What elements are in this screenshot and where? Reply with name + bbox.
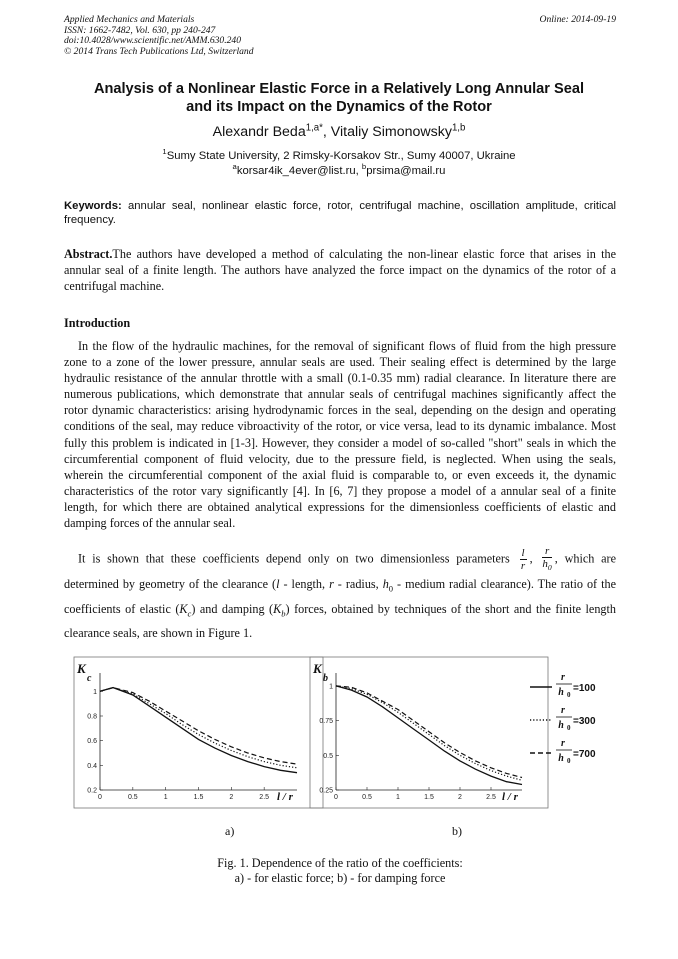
chart-a-x-tick-label: 2 [229, 794, 234, 801]
affil-sup: 1 [162, 147, 167, 157]
var-r: r [329, 577, 334, 592]
chart-b-x-tick-label: 1 [396, 794, 400, 801]
frac-num: r [542, 545, 551, 558]
frac-num: l [521, 547, 525, 560]
chart-b-y-tick-label: 0.75 [319, 718, 333, 726]
chart-b-y-tick-label: 0.5 [323, 752, 333, 760]
var-kb: K [273, 601, 282, 616]
legend-value: =700 [573, 749, 596, 760]
legend-den-sub: 0 [567, 691, 571, 699]
p2-text-d: - radius, [333, 577, 383, 592]
chart-a-series-dotted [100, 688, 297, 768]
subfigure-label-b: b) [452, 824, 462, 838]
chart-b-y-tick-label: 0.25 [319, 787, 333, 795]
chart-b-y-tick-label: 1 [329, 683, 333, 691]
email-b[interactable]: prsima@mail.ru [366, 164, 446, 177]
var-kb-sub: b [281, 608, 286, 619]
chart-b-frame [310, 657, 548, 808]
var-kc: K [179, 601, 188, 616]
figure-caption-line-2: a) - for elastic force; b) - for damping force [234, 871, 446, 885]
p2-text-g: ) forces, obtained by techniques of the short and the finite length clearance seals, are shown in Figure 1. [64, 601, 616, 641]
legend-den-sub: 0 [567, 757, 571, 765]
figure-caption-line-1: Fig. 1. Dependence of the ratio of the coefficients: [217, 856, 463, 870]
author-1-affil: 1,a* [305, 122, 323, 134]
legend-num: r [561, 672, 565, 683]
doi-line: doi:10.4028/www.scientific.net/AMM.630.240 [64, 35, 242, 47]
figure-caption [64, 856, 616, 886]
chart-a-x-label: l / r [277, 791, 293, 803]
keywords-label: Keywords: [64, 200, 122, 212]
legend-num: r [561, 705, 565, 716]
legend-den: h [558, 753, 564, 764]
p2-comma: , [529, 551, 533, 566]
chart-a-frame [74, 657, 323, 808]
frac-den: r [520, 560, 526, 573]
chart-b-x-tick-label: 0 [334, 794, 338, 801]
legend-den-sub: 0 [567, 724, 571, 732]
chart-a-series-solid [100, 688, 297, 773]
chart-b-x-label: l / r [502, 791, 518, 803]
email-b-sup: b [361, 161, 367, 171]
author-1: Alexandr Beda [212, 124, 306, 140]
online-date: Online: 2014-09-19 [539, 14, 616, 25]
chart-b-x-tick-label: 2 [458, 794, 462, 801]
section-heading-introduction: Introduction [64, 316, 131, 330]
legend-den: h [558, 720, 564, 731]
title-line-2: and its Impact on the Dynamics of the Rotor [186, 99, 492, 115]
p2-text-a: It is shown that these coefficients depend only on two dimensionless parameters [78, 551, 510, 566]
abstract-text: The authors have developed a method of calculating the non-linear elastic force that arises in the annular seal of a finite length. The authors have analyzed the force impact on the dynamics of the rotor of a centrifugal machine. [64, 247, 616, 294]
p2-text-c: - length, [279, 577, 330, 592]
email-a[interactable]: korsar4ik_4ever@list.ru [236, 164, 356, 177]
chart-a-x-tick-label: 0 [98, 794, 102, 801]
chart-a-x-tick-label: 0.5 [127, 794, 138, 801]
chart-a-series-dashed [100, 688, 297, 765]
frac-den-h: h [542, 558, 548, 570]
author-separator: , [322, 124, 331, 140]
legend-value: =100 [573, 683, 596, 694]
chart-a-y-tick-label: 0.8 [87, 713, 97, 721]
introduction-paragraph-1: In the flow of the hydraulic machines, for the removal of significant flows of fluid from the high pressure zone to a zone of the lower pressure, annular seals are used. Their sealing effect is determined by the large hydraulic resistance of the annular throttle with a small (0.1-0.35 mm) radial clearance. In literature there are numerous publications, which demonstrate that annular seals of centrifugal machines significantly affect the rotor dynamic characteristics: arising hydrodynamic forces in the seal, depending on the design and operating conditions of the seal, may reduce vibroactivity of the rotor, or vice versa, lead to its dynamic imbalance. Most fully this problem is indicated in [1-3]. However, they consider a model of so-called "short" seals in which the circumferential component of fluid velocity, due to the pressure field, is neglected. When using the seals, wherein the circumferential component of the axial fluid is comparable to, or even exceeds it, the dynamic characteristics of the rotor vary significantly [4]. In [6, 7] they propose a model of a annular seal of a finite length, for which there are obtained analytical expressions for the dimensionless coefficients of elastic and damping forces of the annular seal. [64, 339, 616, 531]
legend-den: h [558, 687, 564, 698]
var-l: l [276, 577, 280, 592]
title-line-1: Analysis of a Nonlinear Elastic Force in a Relatively Long Annular Seal [93, 81, 585, 97]
var-kc-sub: c [187, 608, 192, 619]
p2-text-f: ) and damping ( [191, 601, 274, 616]
author-2-affil: 1,b [451, 122, 466, 134]
chart-a-y-tick-label: 0.6 [87, 738, 97, 746]
chart-b-y-label-sub: b [323, 673, 328, 684]
chart-a-y-label-sub: c [87, 673, 92, 684]
chart-b-series-dashed [336, 686, 522, 778]
subfigure-label-a: a) [225, 824, 235, 838]
abstract-label: Abstract. [64, 247, 113, 261]
chart-a-y-tick-label: 0.4 [87, 762, 97, 770]
chart-a-y-tick-label: 1 [93, 688, 97, 696]
copyright-line: © 2014 Trans Tech Publications Ltd, Switzerland [64, 45, 254, 57]
chart-a-x-tick-label: 1.5 [193, 794, 204, 801]
author-2: Vitaliy Simonowsky [330, 124, 452, 140]
issn-line: ISSN: 1662-7482, Vol. 630, pp 240-247 [64, 24, 216, 36]
var-h-sub: 0 [388, 583, 394, 594]
chart-a-x-tick-label: 2.5 [259, 794, 270, 801]
chart-a-y-label: K [77, 661, 86, 676]
p2-text-b: , which are determined by geometry of the clearance ( [64, 551, 617, 592]
chart-b-series-dotted [336, 686, 522, 780]
journal-name: Applied Mechanics and Materials [64, 14, 195, 25]
keywords-text: annular seal, nonlinear elastic force, rotor, centrifugal machine, oscillation amplitude, critical frequency. [64, 200, 616, 227]
chart-b-x-tick-label: 1.5 [424, 794, 434, 801]
p2-text-e: - medium radial clearance). The ratio of the coefficients of elastic ( [64, 577, 616, 616]
chart-b-y-label: K [313, 661, 322, 676]
email-separator: , [355, 164, 362, 177]
affil-text: Sumy State University, 2 Rimsky-Korsakov Str., Sumy 40007, Ukraine [166, 150, 516, 162]
chart-a-x-tick-label: 1 [163, 794, 168, 801]
legend-num: r [561, 738, 565, 749]
frac-den-sub: 0 [547, 563, 552, 573]
chart-b-x-tick-label: 2.5 [486, 794, 496, 801]
chart-a-y-tick-label: 0.2 [87, 787, 97, 795]
email-a-sup: a [232, 161, 237, 171]
var-h: h [382, 577, 389, 592]
legend-value: =300 [573, 716, 596, 727]
chart-b-x-tick-label: 0.5 [362, 794, 372, 801]
